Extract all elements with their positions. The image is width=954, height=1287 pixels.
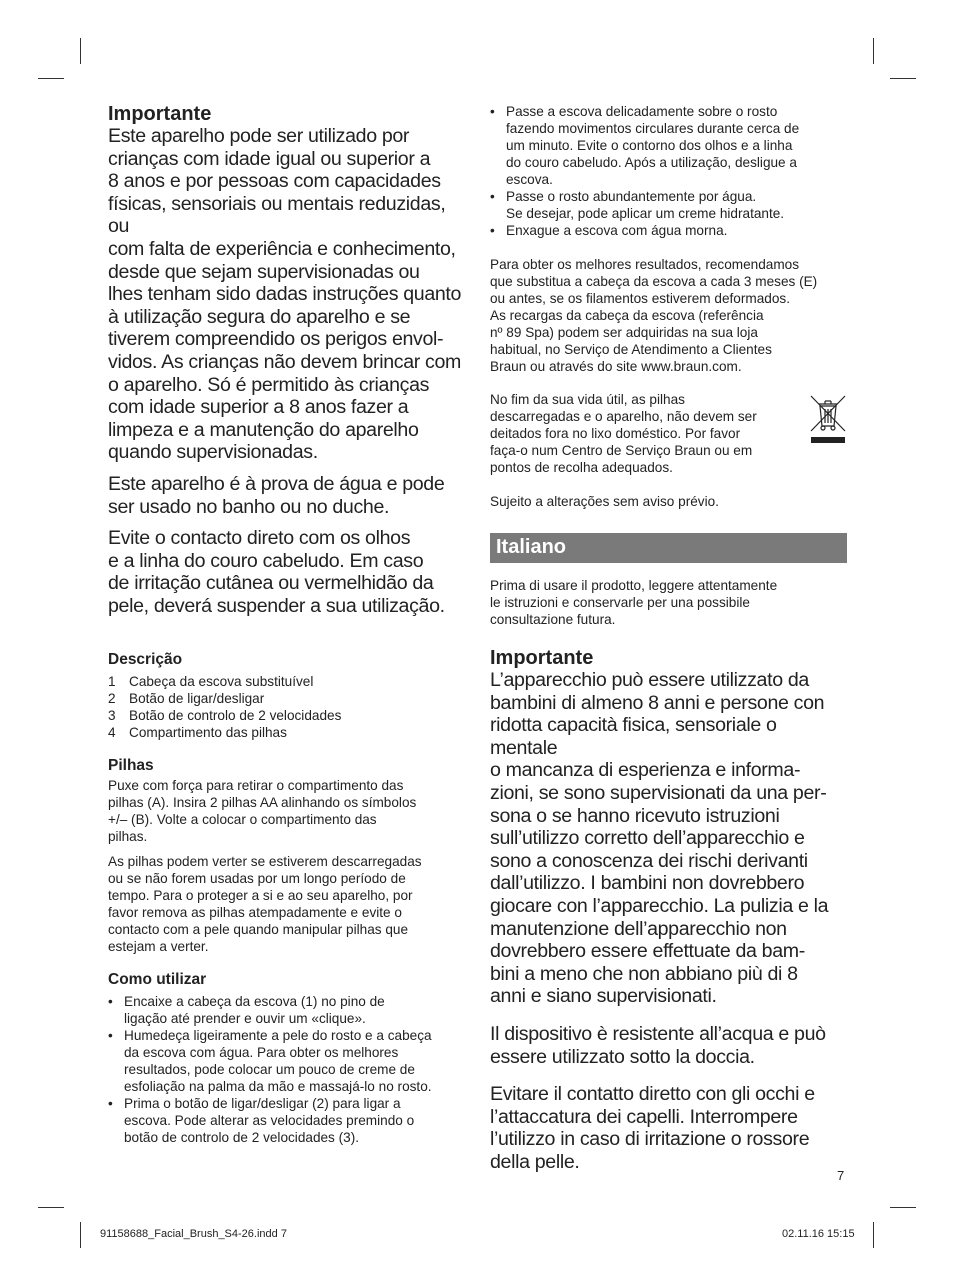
text-line: com idade superior a 8 anos fazer a xyxy=(108,396,409,419)
text-line: ligação até prender e ouvir um «clique». xyxy=(124,1011,366,1027)
crop-mark xyxy=(890,78,916,79)
item-text: Compartimento das pilhas xyxy=(129,725,287,741)
page-number: 7 xyxy=(837,1168,845,1183)
text-line: lhes tenham sido dadas instruções quanto xyxy=(108,283,462,306)
list-item xyxy=(108,673,468,690)
descricao-list xyxy=(108,673,468,741)
text-line: Humedeça ligeiramente a pele do rosto e a cabeça xyxy=(124,1028,432,1044)
usage-bullets xyxy=(490,103,847,239)
disposal-paragraph xyxy=(490,391,847,476)
footer-filename: 91158688_Facial_Brush_S4-26.indd 7 xyxy=(100,1228,287,1240)
crop-mark xyxy=(873,1222,874,1248)
text-line: As recargas da cabeça da escova (referência xyxy=(490,308,764,323)
text-line: de irritação cutânea ou vermelhidão da xyxy=(108,572,434,595)
text-line: 8 anos e por pessoas com capacidades xyxy=(108,170,441,193)
text-line: limpeza e a manutenção do aparelho xyxy=(108,418,419,441)
item-text: Cabeça da escova substituível xyxy=(129,674,314,690)
list-item: • Passe a escova delicadamente sobre o rosto fazendo movimentos circulares durante cerca de um minuto. Evite o contorno dos olhos e a linha do couro cabeludo. Após a utilização, desligue a escova. xyxy=(490,103,847,188)
left-column xyxy=(108,103,468,1146)
notice-text: Sujeito a alterações sem aviso prévio. xyxy=(490,494,719,509)
text-line: sull’utilizzo corretto dell’apparecchio e xyxy=(490,827,805,850)
important-paragraph-it xyxy=(490,669,847,1008)
item-number: 3 xyxy=(108,708,116,724)
important-title: Importante xyxy=(108,103,212,125)
text-line: ridotta capacità fisica, sensoriale o mentale xyxy=(490,714,777,759)
waterproof-paragraph xyxy=(108,473,468,518)
important-title-it: Importante xyxy=(490,647,594,669)
text-line: com falta de experiência e conhecimento, xyxy=(108,237,456,260)
text-line: o mancanza di esperienza e informa- xyxy=(490,759,801,782)
text-line: L’apparecchio può essere utilizzato da xyxy=(490,669,809,691)
text-line: della pelle. xyxy=(490,1150,580,1173)
text-line: Braun ou através do site www.braun.com. xyxy=(490,359,742,374)
crop-mark xyxy=(890,1207,916,1208)
text-line: sona o se hanno ricevuto istruzioni xyxy=(490,804,780,827)
list-item: • Humedeça ligeiramente a pele do rosto e a cabeça da escova com água. Para obter os melhores resultados, pode colocar um pouco de creme de esfoliação na palma da mão e massajá-lo no rosto. xyxy=(108,1027,468,1095)
text-line: Passe o rosto abundantemente por água. xyxy=(506,189,757,204)
text-line: consultazione futura. xyxy=(490,612,616,627)
text-line: à utilização segura do aparelho e se xyxy=(108,305,411,328)
eye-contact-paragraph xyxy=(108,527,468,617)
text-line: quando supervisionadas. xyxy=(108,441,318,464)
text-line: Este aparelho pode ser utilizado por xyxy=(108,125,410,147)
pilhas-paragraph xyxy=(108,777,468,845)
text-line: Encaixe a cabeça da escova (1) no pino de xyxy=(124,994,385,1010)
descricao-heading: Descrição xyxy=(108,651,183,669)
text-line: Para obter os melhores resultados, recomendamos xyxy=(490,257,800,272)
text-line: habitual, no Serviço de Atendimento a Clientes xyxy=(490,342,772,357)
text-line: tempo. Para o proteger a si e ao seu aparelho, por xyxy=(108,888,413,904)
como-utilizar-heading: Como utilizar xyxy=(108,971,207,989)
text-line: um minuto. Evite o contorno dos olhos e a linha xyxy=(506,138,793,153)
text-line: ou se não forem usadas por um longo período de xyxy=(108,871,406,887)
text-line: esfoliação na palma da mão e massajá-lo no rosto. xyxy=(124,1079,432,1095)
text-line: físicas, sensoriais ou mentais reduzidas, ou xyxy=(108,192,446,238)
text-line: Se desejar, pode aplicar um creme hidratante. xyxy=(506,206,785,221)
crop-mark xyxy=(38,1207,64,1208)
text-line: l’attaccatura dei capelli. Interrompere xyxy=(490,1105,798,1128)
footer-date: 02.11.16 15:15 xyxy=(782,1228,855,1240)
text-line: fazendo movimentos circulares durante cerca de xyxy=(506,121,800,136)
waterproof-paragraph-it xyxy=(490,1023,847,1068)
intro-paragraph xyxy=(490,577,847,628)
text-line: desde que sejam supervisionadas ou xyxy=(108,260,420,283)
text-line: vidos. As crianças não devem brincar com xyxy=(108,350,462,373)
text-line: bini a meno che non abbiano più di 8 xyxy=(490,962,798,985)
text-line: favor remova as pilhas atempadamente e evite o xyxy=(108,905,402,921)
text-line: estejam a verter. xyxy=(108,939,209,955)
text-line: que substitua a cabeça da escova a cada 3 meses (E) xyxy=(490,274,818,289)
item-text: Botão de ligar/desligar xyxy=(129,691,265,707)
text-line: Prima di usare il prodotto, leggere attentamente xyxy=(490,578,778,593)
crop-mark xyxy=(38,78,64,79)
item-text: Botão de controlo de 2 velocidades xyxy=(129,708,342,724)
text-line: pilhas. xyxy=(108,829,148,845)
disposal-block xyxy=(490,391,847,476)
text-line: zioni, se sono supervisionati da una per- xyxy=(490,781,827,804)
text-line: e a linha do couro cabeludo. Em caso xyxy=(108,549,424,572)
text-line: escova. Pode alterar as velocidades premindo o xyxy=(124,1113,415,1129)
language-section-bar xyxy=(490,533,847,563)
text-line: escova. xyxy=(506,172,553,187)
list-item: • Passe o rosto abundantemente por água. Se desejar, pode aplicar um creme hidratante. xyxy=(490,188,847,222)
text-line: As pilhas podem verter se estiverem descarregadas xyxy=(108,854,422,870)
text-line: deitados fora no lixo doméstico. Por favor xyxy=(490,426,741,441)
text-line: botão de controlo de 2 velocidades (3). xyxy=(124,1130,360,1146)
text-line: Evitare il contatto diretto con gli occhi e xyxy=(490,1083,815,1106)
text-line: Puxe com força para retirar o compartimento das xyxy=(108,778,404,794)
text-line: descarregadas e o aparelho, não devem ser xyxy=(490,409,757,424)
text-line: sono a conoscenza dei rischi derivanti xyxy=(490,849,808,872)
text-line: Il dispositivo è resistente all’acqua e può xyxy=(490,1022,826,1045)
text-line: ser usado no banho ou no duche. xyxy=(108,495,390,518)
text-line: essere utilizzato sotto la doccia. xyxy=(490,1045,755,1068)
item-number: 1 xyxy=(108,674,116,690)
eye-contact-paragraph-it xyxy=(490,1083,847,1173)
como-utilizar-list xyxy=(108,993,468,1146)
text-line: o aparelho. Só é permitido às crianças xyxy=(108,373,430,396)
text-line: Este aparelho é à prova de água e pode xyxy=(108,472,445,495)
text-line: Evite o contacto direto com os olhos xyxy=(108,527,411,550)
list-item: • Encaixe a cabeça da escova (1) no pino de ligação até prender e ouvir um «clique». xyxy=(108,993,468,1027)
text-line: Enxague a escova com água morna. xyxy=(506,223,728,238)
text-line: faça-o num Centro de Serviço Braun ou em xyxy=(490,443,753,458)
text-line: ou antes, se os filamentos estiverem deformados. xyxy=(490,291,790,306)
text-line: +/– (B). Volte a colocar o compartimento das xyxy=(108,812,377,828)
important-paragraph xyxy=(108,125,468,464)
text-line: resultados, pode colocar um pouco de creme de xyxy=(124,1062,415,1078)
text-line: dovrebbero essere effettuate da bam- xyxy=(490,940,805,963)
text-line: No fim da sua vida útil, as pilhas xyxy=(490,392,685,407)
text-line: pontos de recolha adequados. xyxy=(490,460,673,475)
text-line: Passe a escova delicadamente sobre o rosto xyxy=(506,104,778,119)
results-paragraph xyxy=(490,256,847,375)
crop-mark xyxy=(873,38,874,64)
text-line: pele, deverá suspender a sua utilização. xyxy=(108,594,445,617)
crop-mark xyxy=(80,1222,81,1248)
text-line: tiverem compreendido os perigos envol- xyxy=(108,328,444,351)
text-line: crianças com idade igual ou superior a xyxy=(108,147,431,170)
text-line: da escova com água. Para obter os melhores xyxy=(124,1045,399,1061)
pilhas-heading: Pilhas xyxy=(108,757,154,775)
text-line: nº 89 Spa) podem ser adquiridas na sua loja xyxy=(490,325,758,340)
list-item: • Prima o botão de ligar/desligar (2) para ligar a escova. Pode alterar as velocidades premindo o botão de controlo de 2 velocidades (3). xyxy=(108,1095,468,1146)
text-line: anni e siano supervisionati. xyxy=(490,985,717,1008)
text-line: giocare con l’apparecchio. La pulizia e la xyxy=(490,894,829,917)
text-line: bambini di almeno 8 anni e persone con xyxy=(490,691,825,714)
text-line: contacto com a pele quando manipular pilhas que xyxy=(108,922,409,938)
crop-mark xyxy=(80,38,81,64)
list-item xyxy=(108,724,468,741)
right-column xyxy=(490,103,847,1173)
list-item: • Enxague a escova com água morna. xyxy=(490,222,847,239)
text-line: do couro cabeludo. Após a utilização, desligue a xyxy=(506,155,797,170)
text-line: manutenzione dell’apparecchio non xyxy=(490,917,787,940)
text-line: dall’utilizzo. I bambini non dovrebbero xyxy=(490,872,805,895)
item-number: 2 xyxy=(108,691,116,707)
text-line: l’utilizzo in caso di irritazione o rossore xyxy=(490,1128,810,1151)
text-line: pilhas (A). Insira 2 pilhas AA alinhando os símbolos xyxy=(108,795,417,811)
section-title: Italiano xyxy=(496,536,567,558)
item-number: 4 xyxy=(108,725,116,741)
pilhas-leak-paragraph xyxy=(108,853,468,955)
list-item xyxy=(108,690,468,707)
text-line: Prima o botão de ligar/desligar (2) para ligar a xyxy=(124,1096,401,1112)
list-item xyxy=(108,707,468,724)
text-line: le istruzioni e conservarle per una possibile xyxy=(490,595,750,610)
crossed-out-wheelie-bin-icon xyxy=(808,393,848,445)
